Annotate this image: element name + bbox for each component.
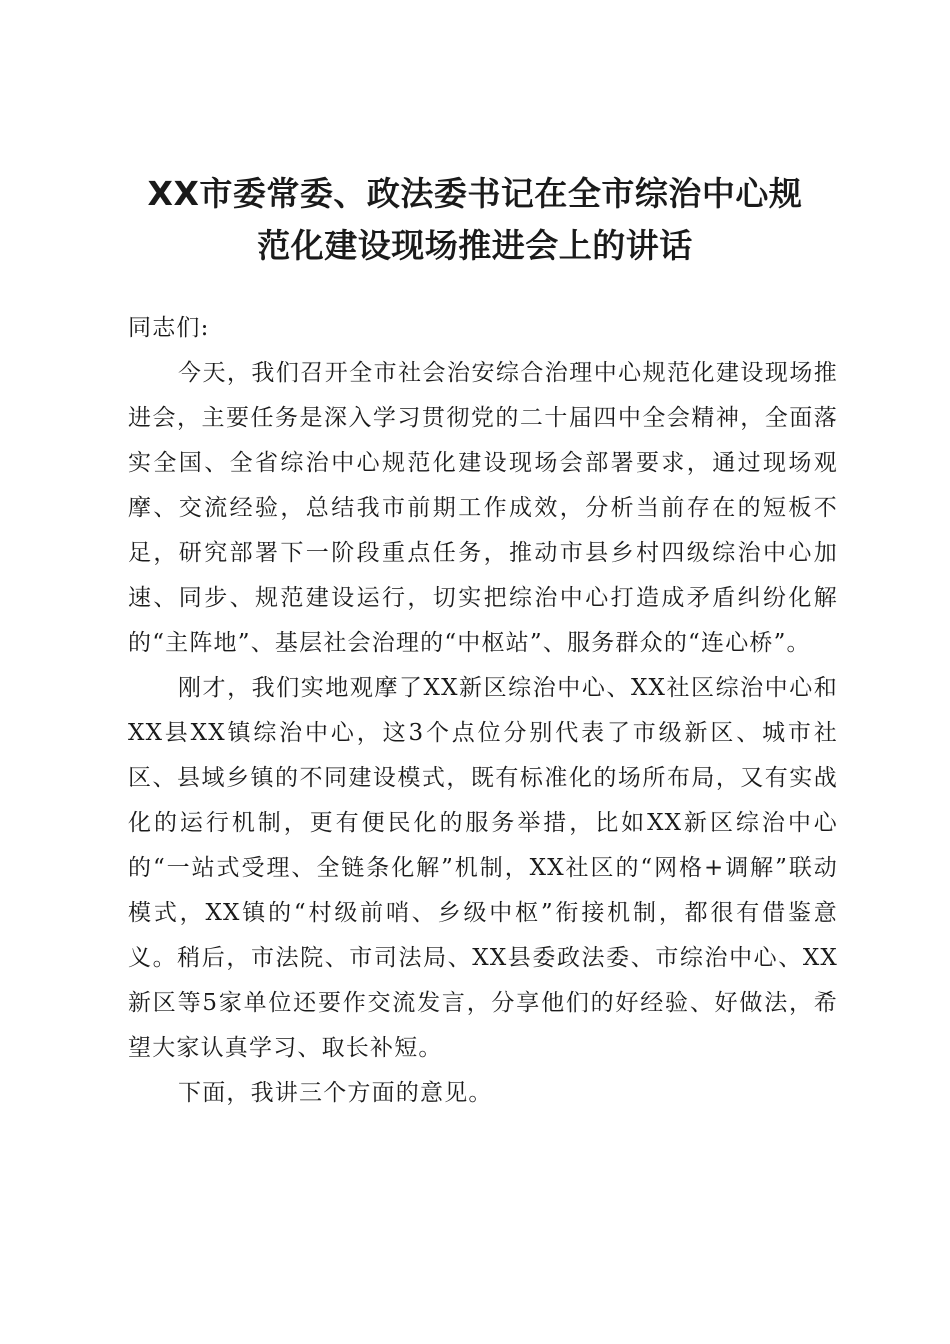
title-line-2: 范化建设现场推进会上的讲话 <box>257 226 693 265</box>
document-title <box>110 168 840 272</box>
paragraph-2: 刚才，我们实地观摩了XX新区综治中心、XX社区综治中心和XX县XX镇综治中心，这3个点位分别代表了市级新区、城市社区、县域乡镇的不同建设模式，既有标准化的场所布局，又有实战化的运行机制，更有便民化的服务举措，比如XX新区综治中心的“一站式受理、全链条化解”机制，XX社区的“网格+调解”联动模式，XX镇的“村级前哨、乡级中枢”衔接机制，都很有借鉴意义。稍后，市法院、市司法局、XX县委政法委、市综治中心、XX新区等5家单位还要作交流发言，分享他们的好经验、好做法，希望大家认真学习、取长补短。 <box>128 675 838 1061</box>
title-line-1: XX市委常委、政法委书记在全市综治中心规 <box>147 174 803 213</box>
paragraph-3: 下面，我讲三个方面的意见。 <box>178 1080 493 1106</box>
document-body <box>128 306 838 1116</box>
paragraph-1: 今天，我们召开全市社会治安综合治理中心规范化建设现场推进会，主要任务是深入学习贯彻党的二十届四中全会精神，全面落实全国、全省综治中心规范化建设现场会部署要求，通过现场观摩、交流经验，总结我市前期工作成效，分析当前存在的短板不足，研究部署下一阶段重点任务，推动市县乡村四级综治中心加速、同步、规范建设运行，切实把综治中心打造成矛盾纠纷化解的“主阵地”、基层社会治理的“中枢站”、服务群众的“连心桥”。 <box>128 360 838 656</box>
salutation: 同志们: <box>128 315 210 341</box>
